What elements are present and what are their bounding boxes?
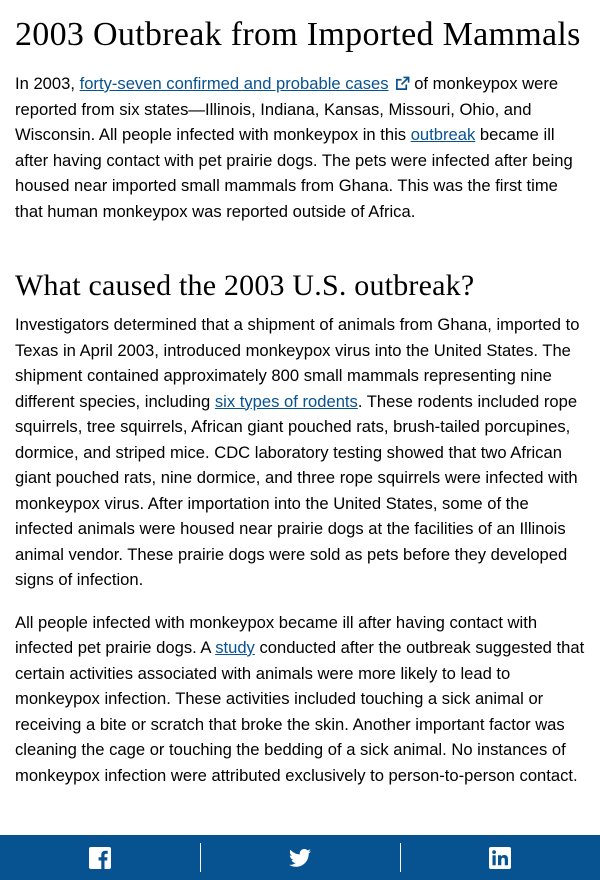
article-content xyxy=(15,0,587,788)
linkedin-share-button[interactable] xyxy=(400,835,600,880)
linkedin-icon xyxy=(488,846,512,870)
study-text-start: All people infected with monkeypox became ill after having contact with infected pet prairie dogs. A xyxy=(15,612,538,657)
twitter-share-button[interactable] xyxy=(200,835,400,880)
outbreak-link[interactable]: outbreak xyxy=(410,125,476,144)
page-title: 2003 Outbreak from Imported Mammals xyxy=(15,16,581,53)
intro-text-end: became ill after having contact with pet prairie dogs. The pets were infected after being housed near imported small mammals from Ghana. This was the first time that human monkeypox was reported outside of Africa. xyxy=(15,125,573,221)
facebook-icon xyxy=(88,846,112,870)
cause-text-end: . These rodents included rope squirrels, tree squirrels, African giant pouched rats, brush-tailed porcupines, dormice, and striped mice. CDC laboratory testing showed that two African giant pouched rats, nine dormice, and three rope squirrels were infected with monkeypox virus. After importation into the United States, some of the infected animals were housed near prairie dogs at the facilities of an Illinois animal vendor. These prairie dogs were sold as pets before they developed signs of infection. xyxy=(15,391,578,589)
social-share-bar xyxy=(0,835,600,880)
intro-text-middle: of monkeypox were reported from six states—Illinois, Indiana, Kansas, Missouri, Ohio, and Wisconsin. All people infected with monkeypox in this xyxy=(15,74,559,144)
study-paragraph xyxy=(15,610,587,789)
section-heading: What caused the 2003 U.S. outbreak? xyxy=(15,269,475,302)
confirmed-cases-link[interactable] xyxy=(80,74,410,93)
intro-text-start: In 2003, xyxy=(15,74,80,93)
cause-paragraph xyxy=(15,312,587,593)
facebook-share-button[interactable] xyxy=(0,835,200,880)
confirmed-cases-link-text: forty-seven confirmed and probable cases xyxy=(79,74,389,93)
twitter-icon xyxy=(288,846,312,870)
intro-paragraph xyxy=(15,71,587,224)
cause-text-start: Investigators determined that a shipment of animals from Ghana, imported to Texas in April 2003, introduced monkeypox virus into the United States. The shipment contained approximately 800 small mammals representing nine different species, including xyxy=(15,315,580,411)
external-link-icon xyxy=(395,76,410,91)
rodent-types-link[interactable]: six types of rodents xyxy=(214,391,358,411)
study-link[interactable]: study xyxy=(215,638,255,657)
study-text-end: conducted after the outbreak suggested that certain activities associated with animals were more likely to lead to monkeypox infection. These activities included touching a sick animal or receiving a bite or scratch that broke the skin. Another important factor was cleaning the cage or touching the bedding of a sick animal. No instances of monkeypox infection were attributed exclusively to person-to-person contact. xyxy=(15,638,585,785)
